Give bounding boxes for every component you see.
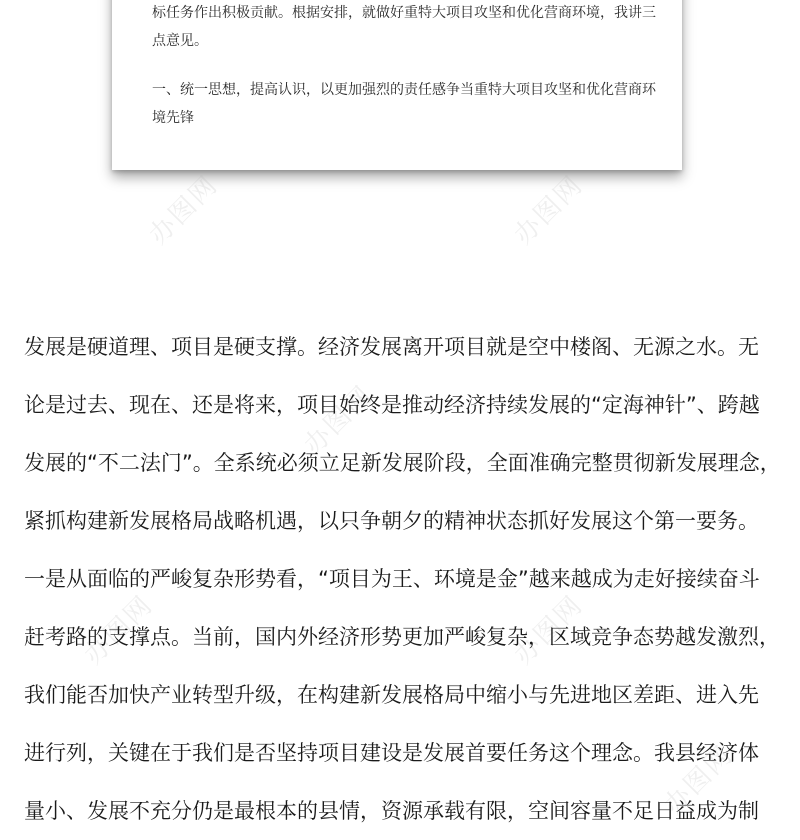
body-line: 赶考路的支撑点。当前，国内外经济形势更加严峻复杂，区域竞争态势越发激烈， (24, 625, 780, 649)
body-line: 发展是硬道理、项目是硬支撑。经济发展离开项目就是空中楼阁、无源之水。无 (24, 335, 759, 359)
body-line: 发展的“不二法门”。全系统必须立足新发展阶段，全面准确完整贯彻新发展理念， (24, 451, 781, 475)
card-paragraph-1-text: 标任务作出积极贡献。根据安排，就做好重特大项目攻坚和优化营商环境，我讲三点意见。 (152, 5, 656, 49)
main-body-text (24, 318, 780, 840)
watermark: 办图网 (78, 589, 160, 671)
body-line: 论是过去、现在、还是将来，项目始终是推动经济持续发展的“定海神针”、跨越 (24, 393, 760, 417)
card-paragraph-1 (152, 0, 657, 55)
document-excerpt-card (112, 0, 682, 170)
watermark: 办图网 (508, 169, 590, 251)
body-line: 量小、发展不充分仍是最根本的县情，资源承载有限，空间容量不足日益成为制 (24, 799, 759, 823)
watermark: 办图网 (298, 379, 380, 461)
watermark: 办图网 (508, 589, 590, 671)
body-line: 进行列，关键在于我们是否坚持项目建设是发展首要任务这个理念。我县经济体 (24, 741, 759, 765)
body-line: 一是从面临的严峻复杂形势看，“项目为王、环境是金”越来越成为走好接续奋斗 (24, 567, 760, 591)
watermark: 办图网 (658, 739, 740, 821)
body-line: 紧抓构建新发展格局战略机遇，以只争朝夕的精神状态抓好发展这个第一要务。 (24, 509, 759, 533)
body-line: 我们能否加快产业转型升级，在构建新发展格局中缩小与先进地区差距、进入先 (24, 683, 759, 707)
card-paragraph-2: 一、统一思想，提高认识，以更加强烈的责任感争当重特大项目攻坚和优化营商环境先锋 (152, 82, 656, 126)
watermark: 办图网 (143, 169, 225, 251)
